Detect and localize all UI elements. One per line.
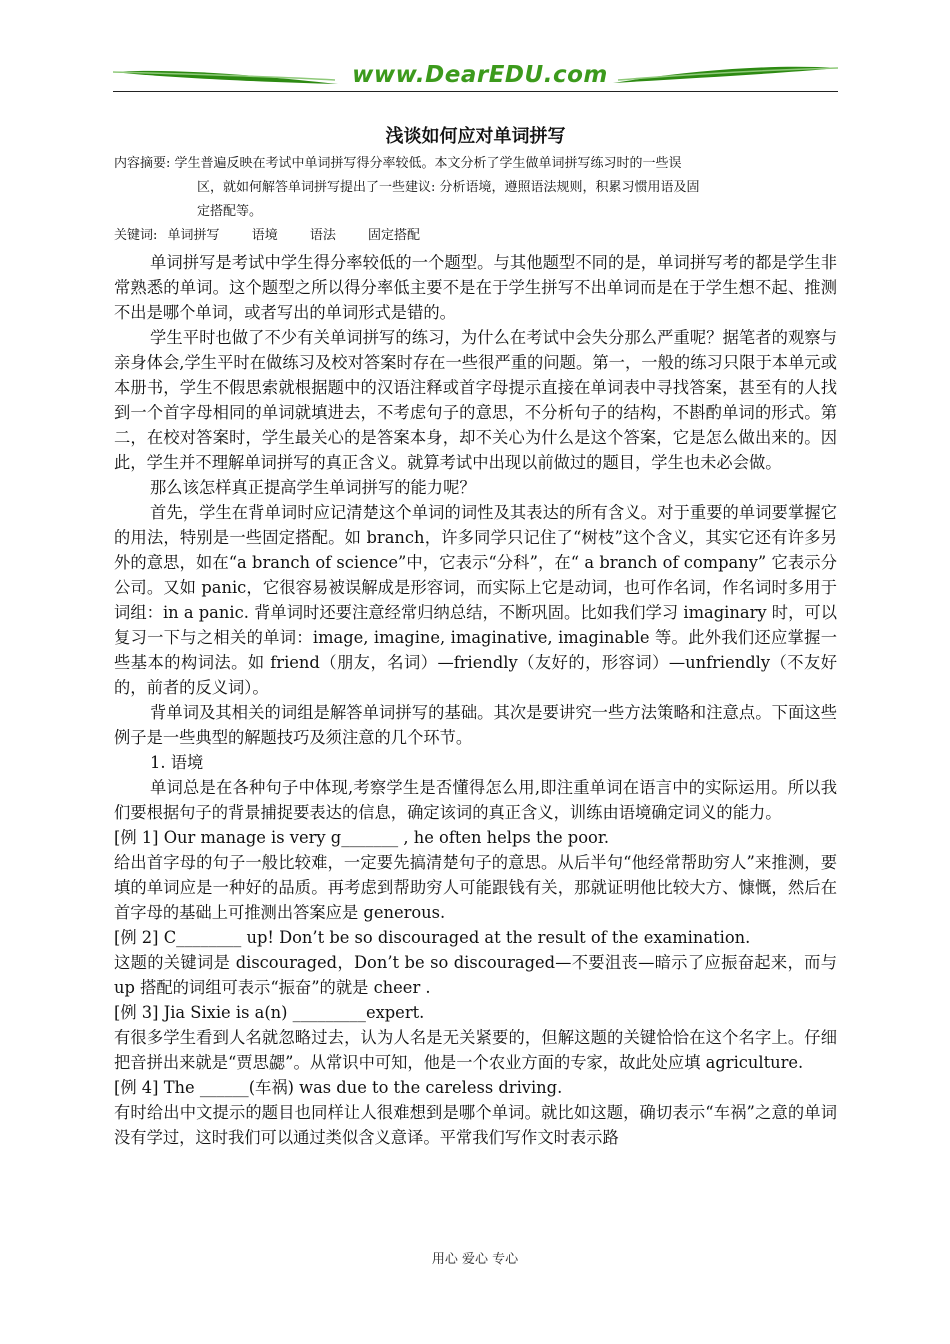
keywords: [114, 224, 837, 248]
abstract-line: 区，就如何解答单词拼写提出了一些建议: 分析语境，遵照语法规则，积累习惯用语及固: [197, 180, 700, 195]
keyword: 固定搭配: [368, 228, 421, 243]
document-title: 浅谈如何应对单词拼写: [385, 126, 566, 147]
document-body: [114, 124, 837, 1150]
page-footer: 用心 爱心 专心: [431, 1252, 519, 1267]
keywords-label: 关键词:: [114, 228, 158, 243]
paragraph: 学生平时也做了不少有关单词拼写的练习，为什么在考试中会失分那么严重呢？据笔者的观察与亲身体会,学生平时在做练习及校对答案时存在一些很严重的问题。第一，一般的练习只限于本单元或本册书，学生不假思索就根据题中的汉语注释或首字母提示直接在单词表中寻找答案，甚至有的人找到一个首字母相同的单词就填进去，不考虑句子的意思，不分析句子的结构，不斟酌单词的形式。第二，在校对答案时，学生最关心的是答案本身，却不关心为什么是这个答案，它是怎么做出来的。因此，学生并不理解单词拼写的真正含义。就算考试中出现以前做过的题目，学生也未必会做。: [114, 328, 837, 472]
paragraph: 1. 语境: [150, 753, 204, 772]
header-divider: [113, 91, 838, 92]
paragraph: 背单词及其相关的词组是解答单词拼写的基础。其次是要讲究一些方法策略和注意点。下面这些例子是一些典型的解题技巧及须注意的几个环节。: [114, 703, 837, 747]
paragraph: 这题的关键词是 discouraged，Don’t be so discouraged—不要沮丧—暗示了应振奋起来，而与 up 搭配的词组可表示“振奋”的就是 cheer .: [114, 953, 837, 997]
abstract-line: 学生普遍反映在考试中单词拼写得分率较低。本文分析了学生做单词拼写练习时的一些误: [174, 156, 682, 171]
paragraph: [例 3] Jia Sixie is a(n) _________expert.: [114, 1003, 425, 1022]
site-logo: www.DearEDU.com: [352, 62, 608, 88]
keyword: 语法: [309, 228, 336, 243]
paragraph: 单词拼写是考试中学生得分率较低的一个题型。与其他题型不同的是，单词拼写考的都是学生非常熟悉的单词。这个题型之所以得分率低主要不是在于学生拼写不出单词而是在于学生想不起、推测不出是哪个单词，或者写出的单词形式是错的。: [114, 253, 837, 322]
page-header: [113, 62, 838, 94]
paragraph: 那么该怎样真正提高学生单词拼写的能力呢？: [150, 478, 476, 497]
abstract: [114, 152, 837, 224]
paragraph: 给出首字母的句子一般比较难，一定要先搞清楚句子的意思。从后半句“他经常帮助穷人”来推测，要填的单词应是一种好的品质。再考虑到帮助穷人可能跟钱有关，那就证明他比较大方、慷慨，然后在首字母的基础上可推测出答案应是 generous.: [114, 853, 837, 922]
paragraph: 单词总是在各种句子中体现,考察学生是否懂得怎么用,即注重单词在语言中的实际运用。所以我们要根据句子的背景捕捉要表达的信息，确定该词的真正含义，训练由语境确定词义的能力。: [114, 778, 837, 822]
paragraphs: [114, 250, 837, 1150]
paragraph: 首先，学生在背单词时应记清楚这个单词的词性及其表达的所有含义。对于重要的单词要掌握它的用法，特别是一些固定搭配。如 branch，许多同学只记住了“树枝”这个含义，其实它还有许多另外的意思，如在“a branch of science”中，它表示“分科”，在“ a branch of company” 它表示分公司。又如 panic，它很容易被误解成是形容词，而实际上它是动词，也可作名词，作名词时多用于词组：in a panic. 背单词时还要注意经常归纳总结，不断巩固。比如我们学习 imaginary 时，可以复习一下与之相关的单词：image, imagine, imaginative, imaginable 等。此外我们还应掌握一些基本的构词法。如 friend（朋友，名词）—friendly（友好的，形容词）—unfriendly（不友好的，前者的反义词）。: [114, 503, 837, 697]
paragraph: [例 1] Our manage is very g_______ , he often helps the poor.: [114, 828, 609, 847]
paragraph: [例 2] C________ up! Don’t be so discouraged at the result of the examination.: [114, 928, 751, 947]
abstract-label: 内容摘要:: [114, 156, 171, 171]
abstract-line: 定搭配等。: [197, 204, 263, 219]
paragraph: 有很多学生看到人名就忽略过去，认为人名是无关紧要的，但解这题的关键恰恰在这个名字上。仔细把音拼出来就是“贾思勰”。从常识中可知，他是一个农业方面的专家，故此处应填 agriculture.: [114, 1028, 837, 1072]
keyword: 单词拼写: [167, 228, 220, 243]
paragraph: [例 4] The ______(车祸) was due to the careless driving.: [114, 1078, 563, 1097]
paragraph: 有时给出中文提示的题目也同样让人很难想到是哪个单词。就比如这题，确切表示“车祸”之意的单词没有学过，这时我们可以通过类似含义意译。平常我们写作文时表示路: [114, 1103, 837, 1147]
keyword: 语境: [251, 228, 278, 243]
